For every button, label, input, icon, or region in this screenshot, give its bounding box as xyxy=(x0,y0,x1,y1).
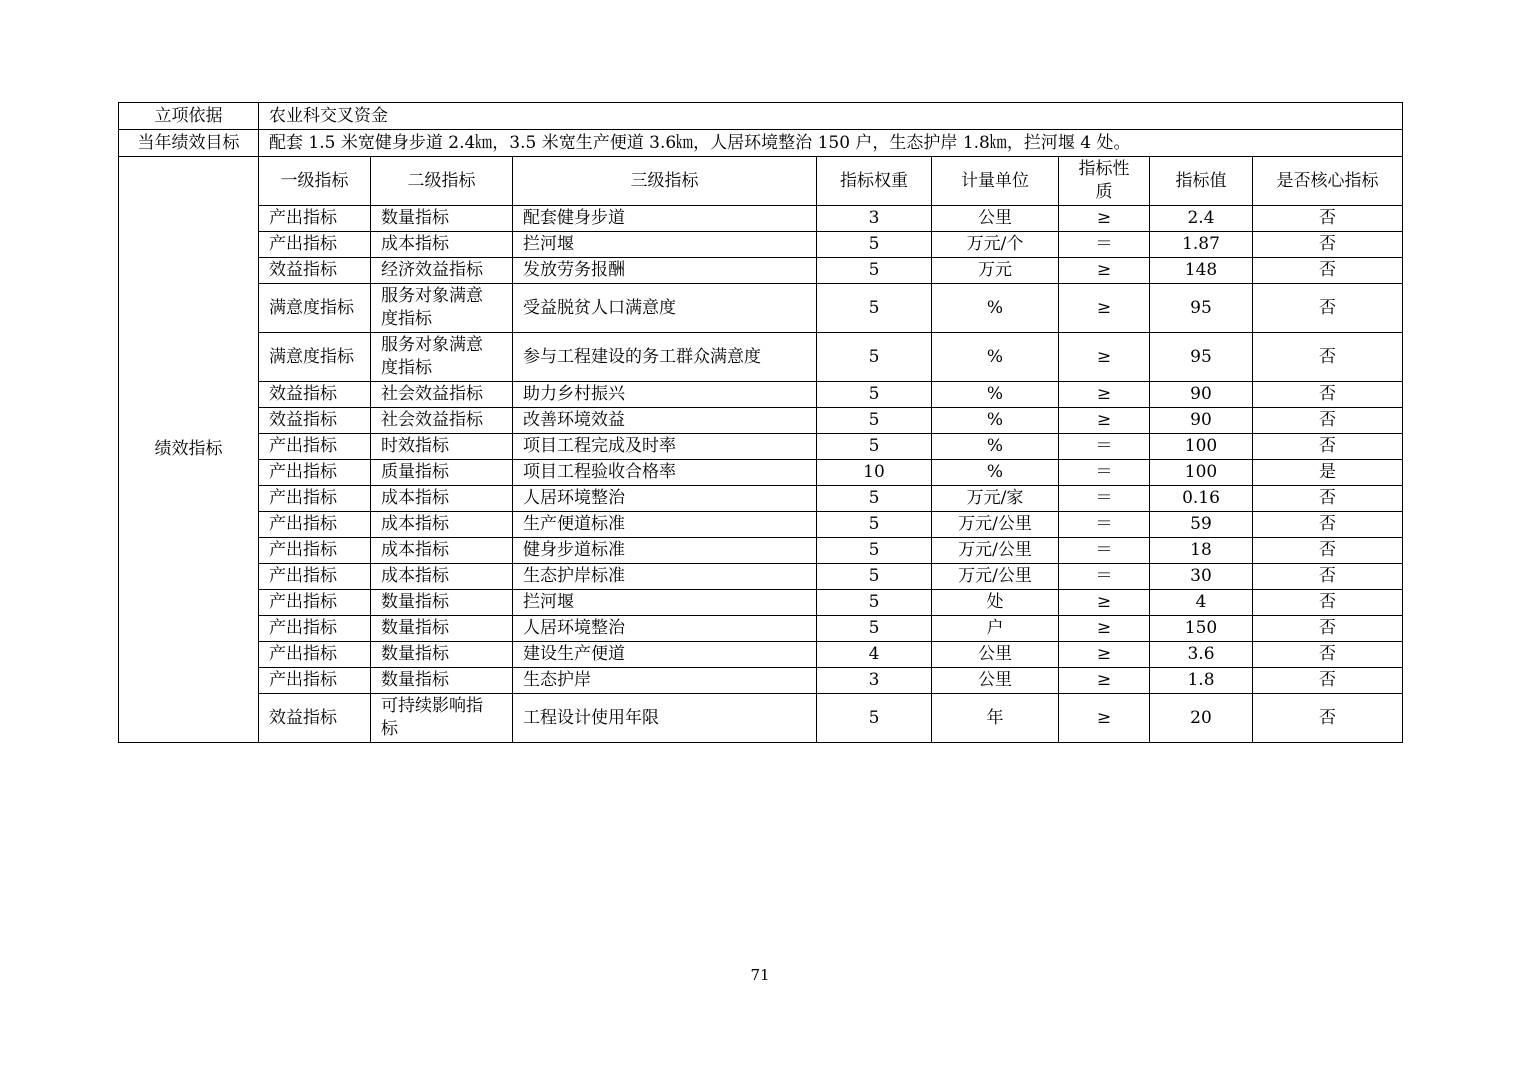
table-cell: 5 xyxy=(817,512,932,538)
table-cell: 数量指标 xyxy=(371,668,513,694)
table-cell: ≥ xyxy=(1059,668,1150,694)
table-cell: 1.87 xyxy=(1150,232,1253,258)
table-cell: ≥ xyxy=(1059,694,1150,743)
goal-value: 配套 1.5 米宽健身步道 2.4㎞，3.5 米宽生产便道 3.6㎞，人居环境整治 150 户，生态护岸 1.8㎞，拦河堰 4 处。 xyxy=(259,130,1403,157)
table-cell: 可持续影响指标 xyxy=(371,694,513,743)
column-header: 一级指标 xyxy=(259,157,371,206)
table-cell: 否 xyxy=(1253,694,1403,743)
table-cell: 产出指标 xyxy=(259,668,371,694)
table-cell: ≥ xyxy=(1059,642,1150,668)
table-row xyxy=(119,642,1403,668)
table-cell: 产出指标 xyxy=(259,590,371,616)
table-cell: 人居环境整治 xyxy=(513,616,817,642)
table-cell: 0.16 xyxy=(1150,486,1253,512)
table-cell: 年 xyxy=(932,694,1059,743)
table-row xyxy=(119,284,1403,333)
table-cell: 3.6 xyxy=(1150,642,1253,668)
table-cell: 否 xyxy=(1253,512,1403,538)
column-header: 是否核心指标 xyxy=(1253,157,1403,206)
table-cell: 成本指标 xyxy=(371,512,513,538)
column-header: 指标值 xyxy=(1150,157,1253,206)
table-cell: 发放劳务报酬 xyxy=(513,258,817,284)
table-cell: 产出指标 xyxy=(259,232,371,258)
table-cell: 经济效益指标 xyxy=(371,258,513,284)
table-cell: 质量指标 xyxy=(371,460,513,486)
table-cell: 5 xyxy=(817,590,932,616)
table-cell: % xyxy=(932,460,1059,486)
table-row xyxy=(119,616,1403,642)
table-cell: ＝ xyxy=(1059,434,1150,460)
table-cell: 否 xyxy=(1253,258,1403,284)
table-cell: 5 xyxy=(817,538,932,564)
table-cell: ≥ xyxy=(1059,408,1150,434)
table-cell: 成本指标 xyxy=(371,564,513,590)
table-cell: % xyxy=(932,284,1059,333)
table-cell: 否 xyxy=(1253,590,1403,616)
table-cell: 90 xyxy=(1150,408,1253,434)
table-cell: 户 xyxy=(932,616,1059,642)
table-cell: 参与工程建设的务工群众满意度 xyxy=(513,333,817,382)
table-cell: 30 xyxy=(1150,564,1253,590)
table-cell: 20 xyxy=(1150,694,1253,743)
column-header: 指标性质 xyxy=(1059,157,1150,206)
table-cell: 处 xyxy=(932,590,1059,616)
table-cell: 公里 xyxy=(932,668,1059,694)
table-cell: 健身步道标准 xyxy=(513,538,817,564)
basis-value: 农业科交叉资金 xyxy=(259,103,1403,130)
indicators-label: 绩效指标 xyxy=(119,157,259,743)
table-cell: 时效指标 xyxy=(371,434,513,460)
table-cell: 2.4 xyxy=(1150,206,1253,232)
table-cell: ≥ xyxy=(1059,382,1150,408)
table-row xyxy=(119,460,1403,486)
column-header: 二级指标 xyxy=(371,157,513,206)
table-cell: 否 xyxy=(1253,486,1403,512)
table-cell: 满意度指标 xyxy=(259,333,371,382)
table-cell: 数量指标 xyxy=(371,206,513,232)
column-header: 指标权重 xyxy=(817,157,932,206)
performance-table xyxy=(118,102,1403,743)
table-cell: 产出指标 xyxy=(259,434,371,460)
table-cell: ≥ xyxy=(1059,206,1150,232)
table-cell: ≥ xyxy=(1059,258,1150,284)
table-cell: 成本指标 xyxy=(371,486,513,512)
table-cell: 5 xyxy=(817,333,932,382)
table-cell: 配套健身步道 xyxy=(513,206,817,232)
table-cell: % xyxy=(932,382,1059,408)
table-row xyxy=(119,486,1403,512)
table-cell: 建设生产便道 xyxy=(513,642,817,668)
table-cell: 项目工程验收合格率 xyxy=(513,460,817,486)
table-cell: 否 xyxy=(1253,668,1403,694)
table-cell: 数量指标 xyxy=(371,616,513,642)
table-cell: ＝ xyxy=(1059,460,1150,486)
table-cell: 3 xyxy=(817,206,932,232)
table-cell: ＝ xyxy=(1059,486,1150,512)
table-cell: 数量指标 xyxy=(371,590,513,616)
basis-row xyxy=(119,103,1403,130)
table-cell: 助力乡村振兴 xyxy=(513,382,817,408)
page-number: 71 xyxy=(750,966,770,984)
table-cell: 5 xyxy=(817,616,932,642)
table-cell: 产出指标 xyxy=(259,460,371,486)
table-cell: 100 xyxy=(1150,434,1253,460)
table-cell: 1.8 xyxy=(1150,668,1253,694)
table-cell: 59 xyxy=(1150,512,1253,538)
table-cell: 否 xyxy=(1253,564,1403,590)
table-cell: 服务对象满意度指标 xyxy=(371,284,513,333)
table-cell: 拦河堰 xyxy=(513,232,817,258)
table-row xyxy=(119,538,1403,564)
table-cell: % xyxy=(932,333,1059,382)
table-cell: 5 xyxy=(817,284,932,333)
table-cell: 效益指标 xyxy=(259,408,371,434)
table-cell: 否 xyxy=(1253,206,1403,232)
table-cell: 4 xyxy=(1150,590,1253,616)
table-cell: 生态护岸标准 xyxy=(513,564,817,590)
table-row xyxy=(119,434,1403,460)
table-cell: ≥ xyxy=(1059,333,1150,382)
table-cell: 5 xyxy=(817,564,932,590)
table-cell: 4 xyxy=(817,642,932,668)
table-cell: 5 xyxy=(817,486,932,512)
table-cell: 产出指标 xyxy=(259,616,371,642)
table-cell: 公里 xyxy=(932,206,1059,232)
table-cell: 95 xyxy=(1150,284,1253,333)
table-cell: 受益脱贫人口满意度 xyxy=(513,284,817,333)
table-cell: 人居环境整治 xyxy=(513,486,817,512)
table-cell: 否 xyxy=(1253,538,1403,564)
table-cell: 成本指标 xyxy=(371,538,513,564)
table-row xyxy=(119,333,1403,382)
table-cell: 否 xyxy=(1253,434,1403,460)
table-cell: 5 xyxy=(817,694,932,743)
basis-label: 立项依据 xyxy=(119,103,259,130)
table-cell: 满意度指标 xyxy=(259,284,371,333)
table-cell: 万元/公里 xyxy=(932,564,1059,590)
table-cell: ＝ xyxy=(1059,512,1150,538)
table-cell: 万元/公里 xyxy=(932,538,1059,564)
table-row xyxy=(119,232,1403,258)
table-cell: 数量指标 xyxy=(371,642,513,668)
table-cell: 服务对象满意度指标 xyxy=(371,333,513,382)
table-cell: 5 xyxy=(817,408,932,434)
table-cell: 效益指标 xyxy=(259,258,371,284)
table-cell: 100 xyxy=(1150,460,1253,486)
table-cell: ≥ xyxy=(1059,590,1150,616)
table-cell: 项目工程完成及时率 xyxy=(513,434,817,460)
table-cell: 改善环境效益 xyxy=(513,408,817,434)
table-cell: ＝ xyxy=(1059,564,1150,590)
table-row xyxy=(119,512,1403,538)
table-cell: ≥ xyxy=(1059,284,1150,333)
table-cell: 社会效益指标 xyxy=(371,382,513,408)
table-cell: 成本指标 xyxy=(371,232,513,258)
table-cell: 生态护岸 xyxy=(513,668,817,694)
table-cell: 产出指标 xyxy=(259,512,371,538)
table-cell: 产出指标 xyxy=(259,564,371,590)
table-cell: 150 xyxy=(1150,616,1253,642)
goal-row xyxy=(119,130,1403,157)
table-cell: 5 xyxy=(817,434,932,460)
table-cell: 10 xyxy=(817,460,932,486)
table-cell: 拦河堰 xyxy=(513,590,817,616)
table-cell: 产出指标 xyxy=(259,486,371,512)
table-cell: 万元/公里 xyxy=(932,512,1059,538)
table-cell: 是 xyxy=(1253,460,1403,486)
table-cell: 万元/个 xyxy=(932,232,1059,258)
table-cell: 效益指标 xyxy=(259,382,371,408)
column-header: 计量单位 xyxy=(932,157,1059,206)
table-cell: 否 xyxy=(1253,642,1403,668)
table-cell: % xyxy=(932,408,1059,434)
table-cell: ≥ xyxy=(1059,616,1150,642)
table-row xyxy=(119,258,1403,284)
table-cell: 万元 xyxy=(932,258,1059,284)
table-cell: % xyxy=(932,434,1059,460)
table-row xyxy=(119,206,1403,232)
table-cell: 否 xyxy=(1253,333,1403,382)
table-cell: 148 xyxy=(1150,258,1253,284)
table-row xyxy=(119,590,1403,616)
table-cell: 社会效益指标 xyxy=(371,408,513,434)
table-cell: 5 xyxy=(817,232,932,258)
table-row xyxy=(119,668,1403,694)
goal-label: 当年绩效目标 xyxy=(119,130,259,157)
table-cell: 95 xyxy=(1150,333,1253,382)
table-cell: 5 xyxy=(817,382,932,408)
table-cell: 效益指标 xyxy=(259,694,371,743)
table-cell: 产出指标 xyxy=(259,538,371,564)
table-cell: 生产便道标准 xyxy=(513,512,817,538)
table-cell: ＝ xyxy=(1059,232,1150,258)
column-header: 三级指标 xyxy=(513,157,817,206)
table-row xyxy=(119,564,1403,590)
table-cell: 产出指标 xyxy=(259,642,371,668)
table-row xyxy=(119,382,1403,408)
table-cell: ＝ xyxy=(1059,538,1150,564)
table-cell: 产出指标 xyxy=(259,206,371,232)
table-cell: 工程设计使用年限 xyxy=(513,694,817,743)
table-row xyxy=(119,408,1403,434)
table-cell: 18 xyxy=(1150,538,1253,564)
table-cell: 万元/家 xyxy=(932,486,1059,512)
table-cell: 5 xyxy=(817,258,932,284)
indicator-header-row xyxy=(119,157,1403,206)
table-row xyxy=(119,694,1403,743)
table-cell: 否 xyxy=(1253,408,1403,434)
table-cell: 90 xyxy=(1150,382,1253,408)
table-cell: 否 xyxy=(1253,382,1403,408)
table-cell: 否 xyxy=(1253,232,1403,258)
table-cell: 3 xyxy=(817,668,932,694)
table-cell: 否 xyxy=(1253,284,1403,333)
table-cell: 否 xyxy=(1253,616,1403,642)
table-cell: 公里 xyxy=(932,642,1059,668)
